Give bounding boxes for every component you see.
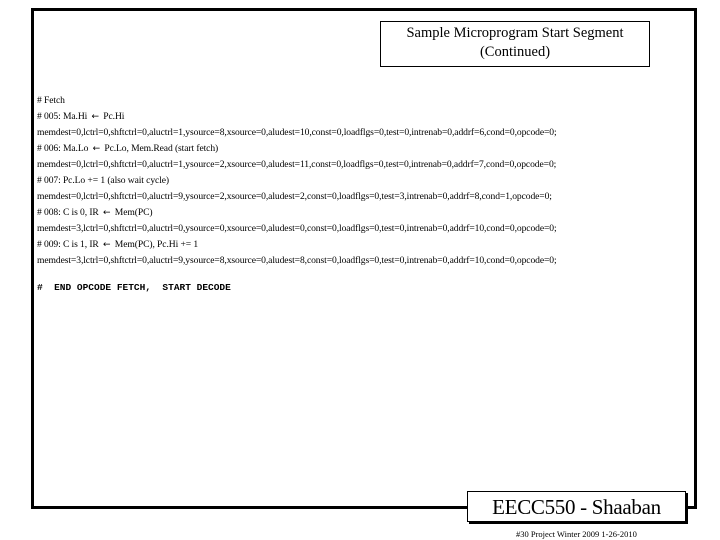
- code-line-operand: Pc.Lo, Mem.Read (start fetch): [102, 143, 219, 154]
- slide-title-box: [380, 21, 650, 67]
- code-line: memdest=3,lctrl=0,shftctrl=0,aluctrl=0,ysource=0,xsource=0,aludest=0,const=0,loadflgs=0,test=0,intrenab=0,addrf=10,cond=0,opcode=0;: [37, 223, 557, 234]
- code-line: memdest=3,lctrl=0,shftctrl=0,aluctrl=9,ysource=8,xsource=0,aludest=8,const=0,loadflgs=0,test=0,intrenab=0,addrf=10,cond=0,opcode=0;: [37, 255, 557, 266]
- microprogram-listing: [37, 93, 693, 269]
- slide-title: Sample Microprogram Start Segment: [406, 25, 624, 41]
- slide-footer-note: #30 Project Winter 2009 1-26-2010: [516, 529, 637, 539]
- code-line: memdest=0,lctrl=0,shftctrl=0,aluctrl=9,ysource=2,xsource=0,aludest=2,const=0,loadflgs=0,test=3,intrenab=0,addrf=8,cond=1,opcode=0;: [37, 191, 552, 202]
- end-comment: # END OPCODE FETCH, START DECODE: [37, 282, 231, 293]
- code-line-operand: Pc.Hi: [100, 111, 125, 122]
- left-arrow-icon: ←: [103, 240, 111, 250]
- code-line: [37, 109, 693, 125]
- left-arrow-icon: ←: [91, 112, 99, 122]
- code-line: [37, 237, 693, 253]
- code-line-label: # 009: C is 1, IR: [37, 239, 102, 250]
- slide-subtitle: (Continued): [479, 44, 551, 60]
- code-line: memdest=0,lctrl=0,shftctrl=0,aluctrl=1,ysource=8,xsource=0,aludest=10,const=0,loadflgs=0,test=0,intrenab=0,addrf=6,cond=0,opcode=0;: [37, 127, 557, 138]
- course-brand: EECC550 - Shaaban: [467, 491, 686, 522]
- left-arrow-icon: ←: [92, 144, 101, 154]
- code-line-label: # 005: Ma.Hi: [37, 111, 90, 122]
- code-line-operand: Mem(PC): [112, 207, 153, 218]
- code-line: memdest=0,lctrl=0,shftctrl=0,aluctrl=1,ysource=2,xsource=0,aludest=11,const=0,loadflgs=0,test=0,intrenab=0,addrf=7,cond=0,opcode=0;: [37, 159, 557, 170]
- code-line: # Fetch: [37, 95, 65, 106]
- code-line-label: # 008: C is 0, IR: [37, 207, 102, 218]
- code-line: # 007: Pc.Lo += 1 (also wait cycle): [37, 175, 170, 186]
- code-line-label: # 006: Ma.Lo: [37, 143, 91, 154]
- left-arrow-icon: ←: [103, 208, 111, 218]
- code-line-operand: Mem(PC), Pc.Hi += 1: [112, 239, 199, 250]
- code-line: [37, 141, 693, 157]
- code-line: [37, 205, 693, 221]
